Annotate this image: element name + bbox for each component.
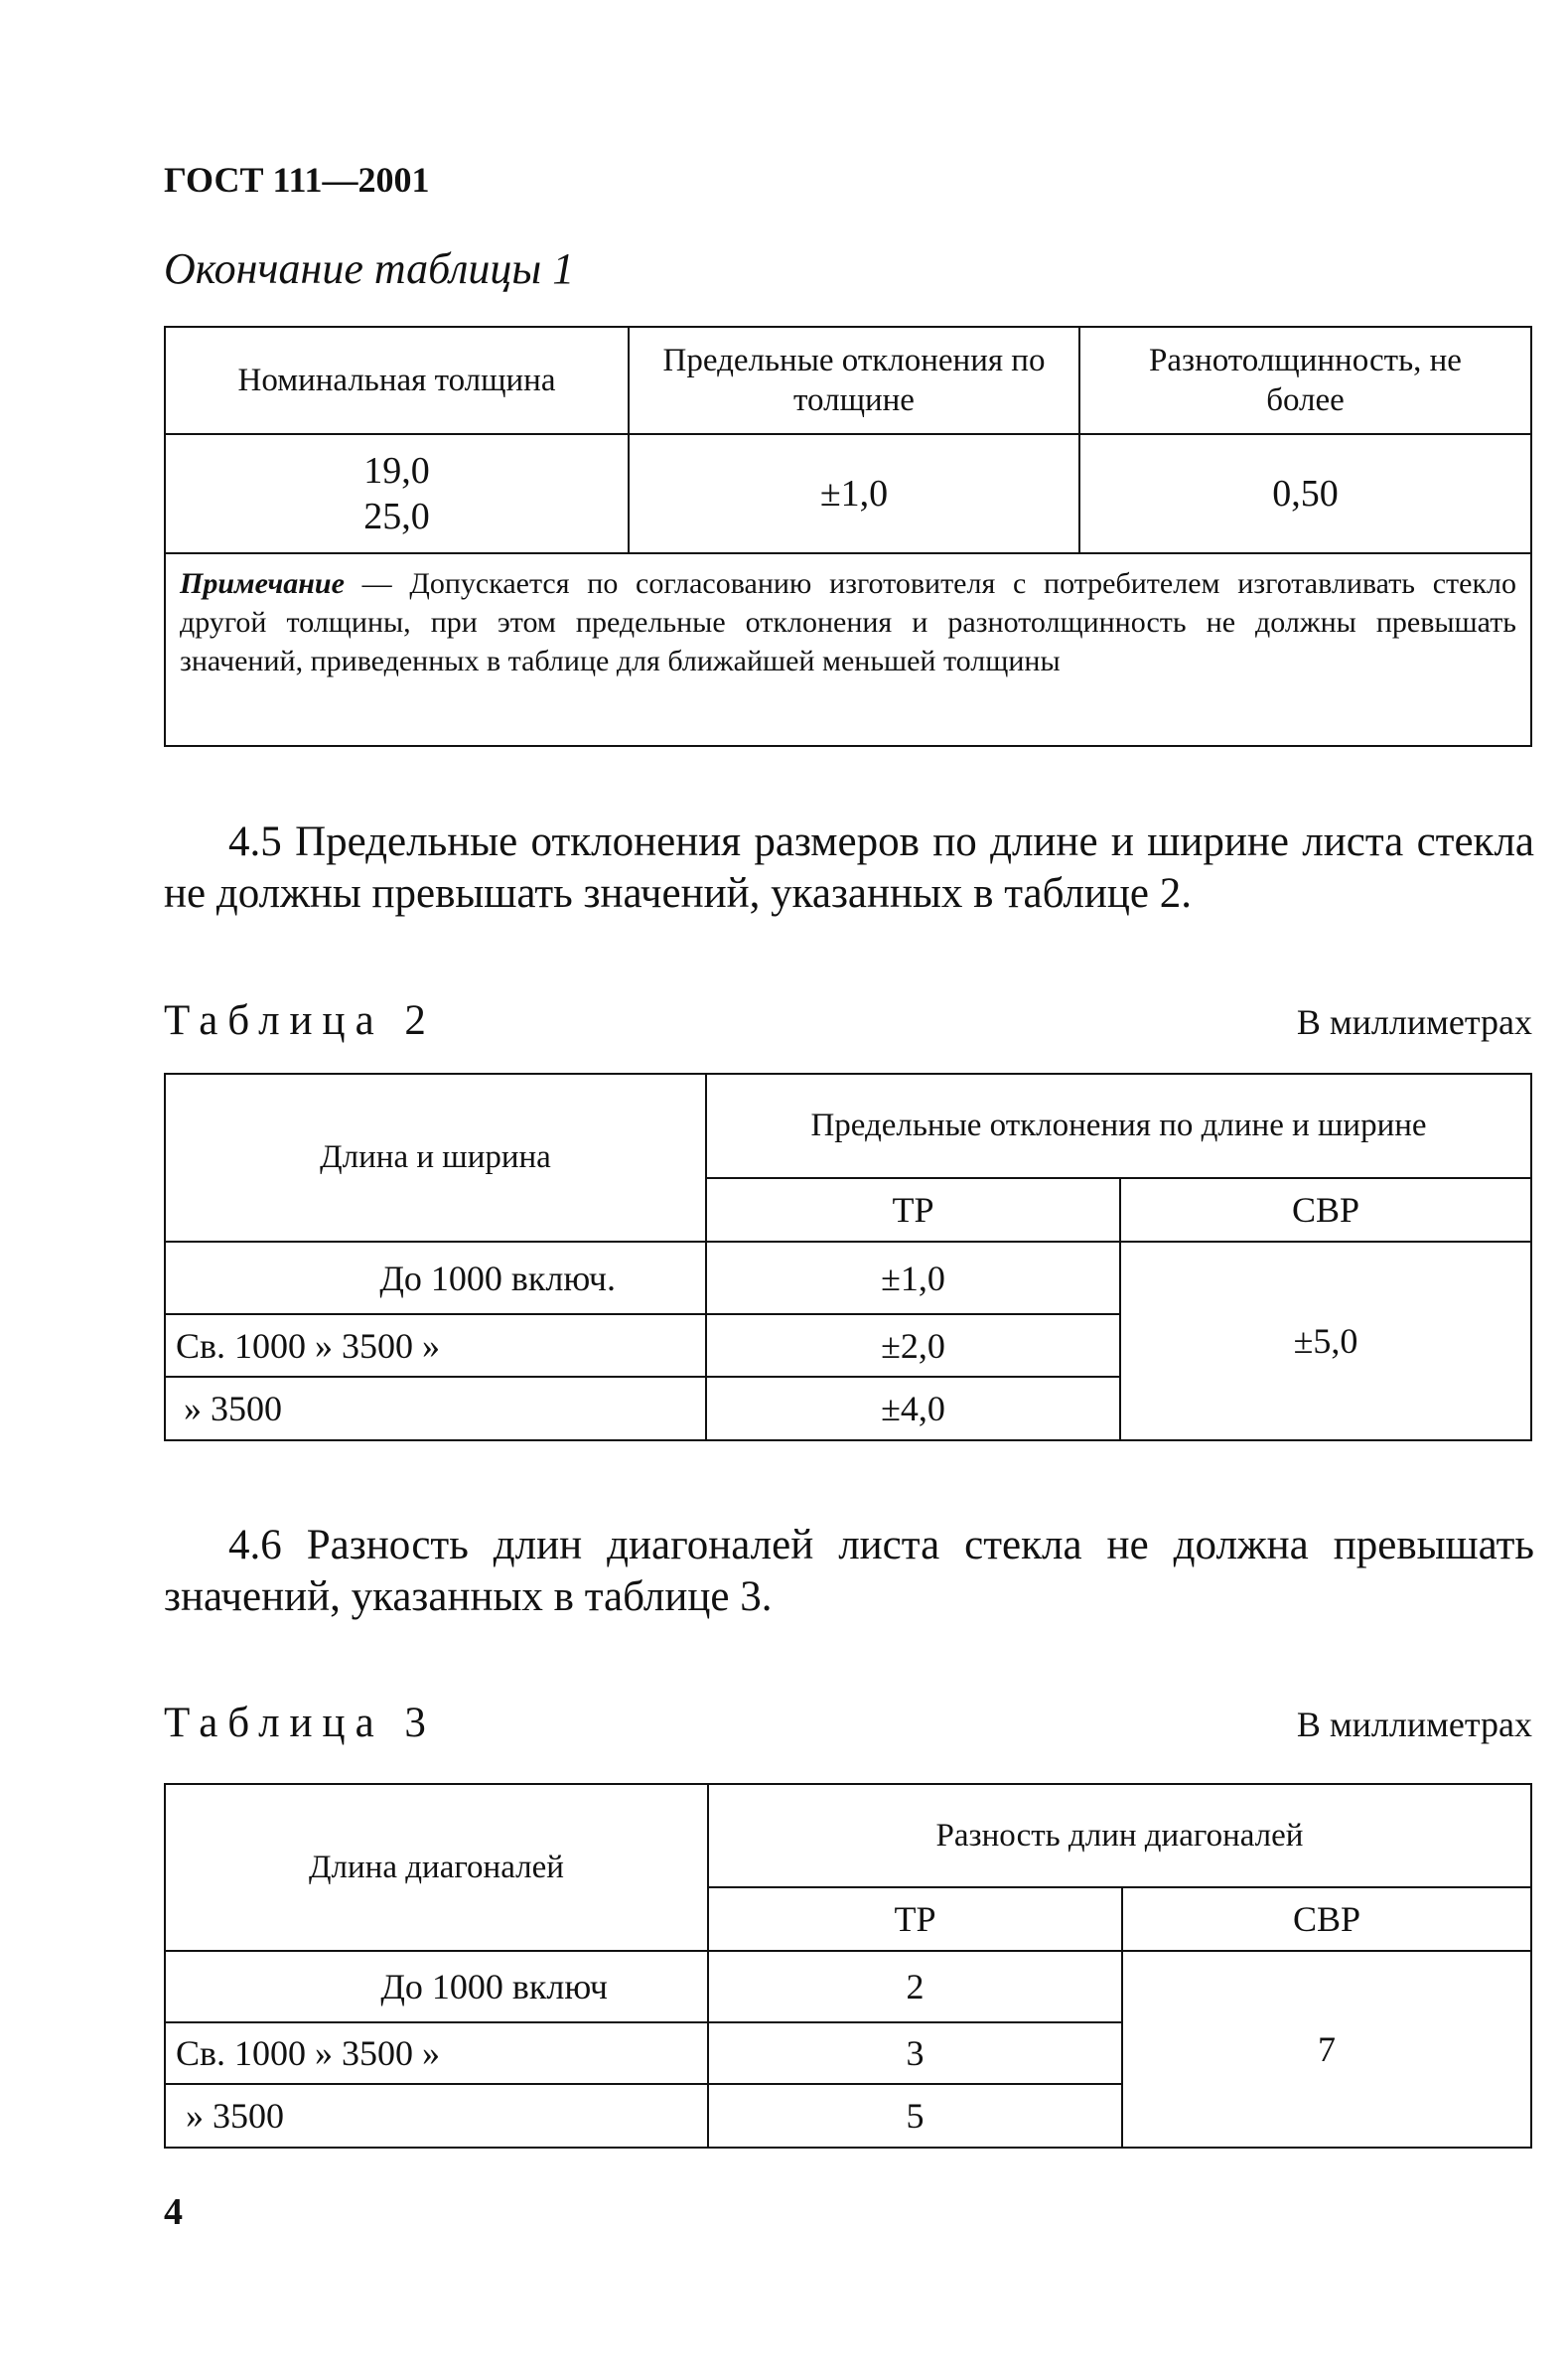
table2-header-svr: СВР	[1120, 1178, 1531, 1242]
table3-row-1-tr: 2	[708, 1951, 1122, 2022]
table1-header-deviation-text: Предельные отклонения по толщине	[662, 343, 1046, 418]
table2-row-1-tr: ±1,0	[706, 1242, 1120, 1314]
paragraph-4-5	[164, 817, 1534, 920]
table3-units: В миллиметрах	[1296, 1705, 1532, 1744]
table1-cell-deviation: ±1,0	[629, 434, 1079, 553]
table2-units: В миллиметрах	[1296, 1002, 1532, 1042]
paragraph-4-6-text: 4.6 Разность длин диагоналей листа стекла не должна превышать значений, указанных в таблице 3.	[164, 1522, 1534, 1620]
table2-row-2-range: Св. 1000 » 3500 »	[165, 1314, 706, 1377]
table3-header-diagonal: Длина диагоналей	[165, 1784, 708, 1951]
table3-row-1-range: До 1000 включ	[165, 1951, 708, 2022]
note-text: — Допускается по согласованию изготовителя с потребителем изготавливать стекло другой толщины, при этом предельные отклонения и разнотолщинность не должны превышать значений, приведенных в таблице для ближайшей меньшей толщины	[180, 567, 1516, 677]
table2-header-group: Предельные отклонения по длине и ширине	[706, 1074, 1531, 1178]
page-number: 4	[164, 2191, 183, 2233]
table-1	[164, 326, 1532, 747]
table2-row-1-range: До 1000 включ.	[165, 1242, 706, 1314]
table1-cell-variation: 0,50	[1079, 434, 1531, 553]
table2-header-tr: ТР	[706, 1178, 1120, 1242]
table3-row-2-tr: 3	[708, 2022, 1122, 2084]
table2-svr-value: ±5,0	[1120, 1242, 1531, 1440]
table1-header-variation	[1079, 327, 1531, 434]
paragraph-4-6	[164, 1520, 1534, 1623]
table3-header-group: Разность длин диагоналей	[708, 1784, 1531, 1887]
table1-header-variation-text: Разнотолщинность, не более	[1149, 343, 1462, 418]
note-label: Примечание	[180, 567, 345, 600]
table1-header-thickness: Номинальная толщина	[165, 327, 629, 434]
table2-header-size: Длина и ширина	[165, 1074, 706, 1242]
document-code: ГОСТ 111—2001	[164, 160, 430, 200]
table1-note	[165, 553, 1531, 746]
table1-thickness-1: 19,0	[363, 450, 430, 492]
table3-header-svr: СВР	[1122, 1887, 1531, 1951]
table3-row-3-range: » 3500	[165, 2084, 708, 2148]
table2-row-2-tr: ±2,0	[706, 1314, 1120, 1377]
table2-caption: Таблица 2	[164, 997, 436, 1044]
table3-svr-value: 7	[1122, 1951, 1531, 2148]
table3-header-tr: ТР	[708, 1887, 1122, 1951]
paragraph-4-5-text: 4.5 Предельные отклонения размеров по длине и ширине листа стекла не должны превышать значений, указанных в таблице 2.	[164, 818, 1534, 917]
table3-row-3-tr: 5	[708, 2084, 1122, 2148]
table2-row-3-tr: ±4,0	[706, 1377, 1120, 1440]
table1-thickness-2: 25,0	[363, 496, 430, 537]
table1-caption: Окончание таблицы 1	[164, 244, 575, 293]
table2-row-3-range: » 3500	[165, 1377, 706, 1440]
table3-row-2-range: Св. 1000 » 3500 »	[165, 2022, 708, 2084]
table-3	[164, 1783, 1532, 2149]
table3-caption: Таблица 3	[164, 1700, 436, 1746]
table1-cell-thickness	[165, 434, 629, 553]
table-2	[164, 1073, 1532, 1441]
table1-header-deviation	[629, 327, 1079, 434]
